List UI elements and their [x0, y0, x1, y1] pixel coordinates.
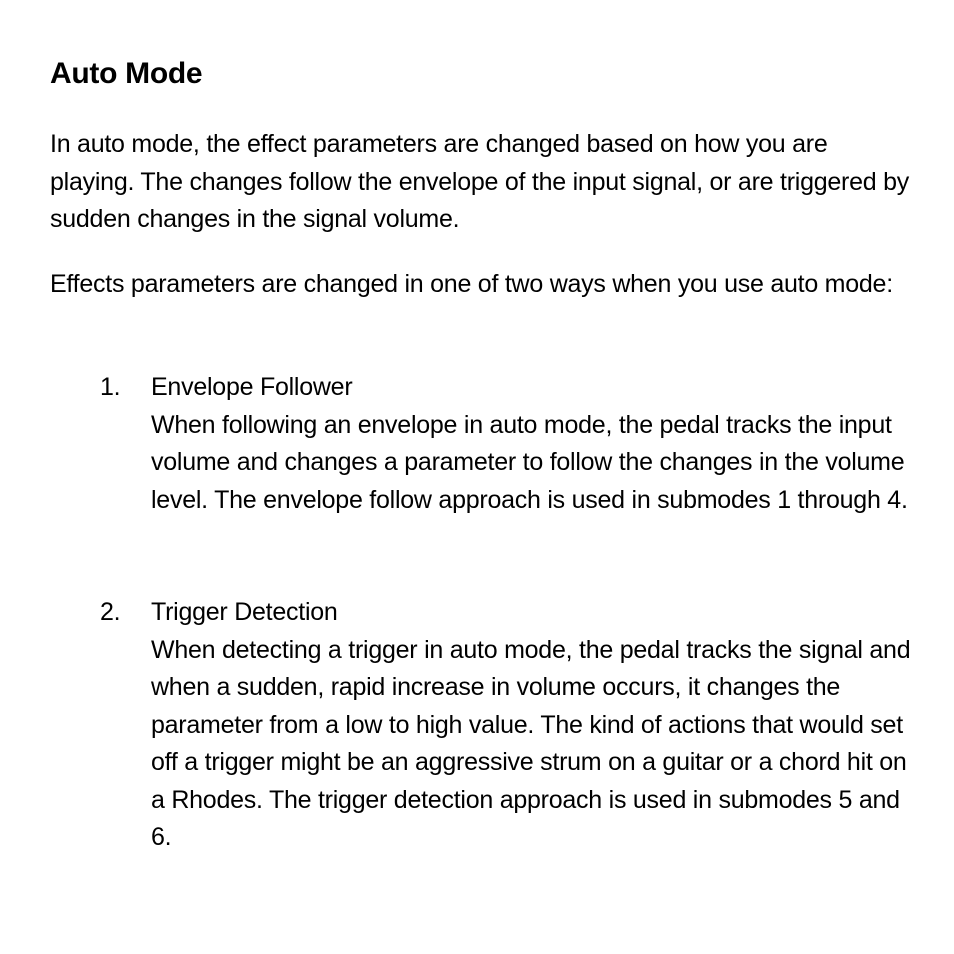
list-item-text: When following an envelope in auto mode, the pedal tracks the input volume and changes a parameter to follow the changes in the volume level. The envelope follow approach is used in submodes 1 through 4. [151, 410, 908, 514]
list-item-body [151, 369, 911, 519]
list-item-body [151, 594, 911, 857]
list-item-number: 2. [100, 598, 121, 626]
list-item-text: When detecting a trigger in auto mode, the pedal tracks the signal and when a sudden, rapid increase in volume occurs, it changes the parameter from a low to high value. The kind of actions that would set off a trigger might be an aggressive strum on a guitar or a chord hit on a Rhodes. The trigger detection approach is used in submodes 5 and 6. [151, 635, 911, 851]
list-item-heading: Trigger Detection [151, 598, 338, 626]
ways-paragraph: Effects parameters are changed in one of two ways when you use auto mode: [50, 270, 893, 298]
list-item-number: 1. [100, 373, 121, 401]
intro-paragraph: In auto mode, the effect parameters are changed based on how you are playing. The changes follow the envelope of the input signal, or are triggered by sudden changes in the signal volume. [50, 130, 910, 233]
list-item-heading: Envelope Follower [151, 373, 353, 401]
page-title: Auto Mode [50, 57, 203, 90]
